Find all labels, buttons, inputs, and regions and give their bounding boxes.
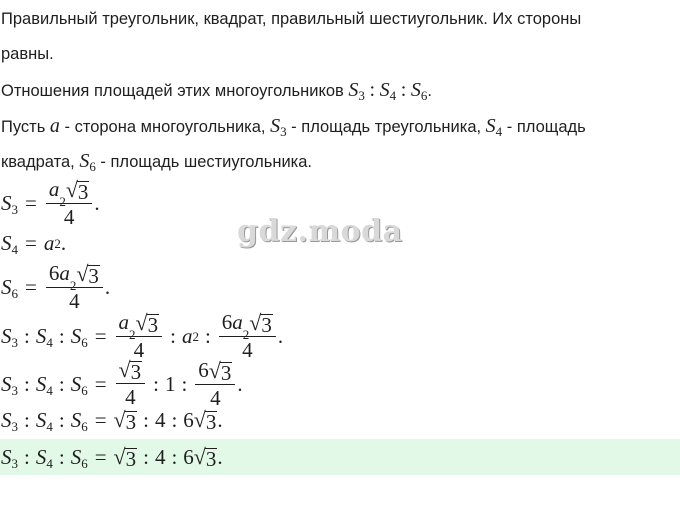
equation-s4: $S_4$ = a 2 . [1, 231, 67, 257]
statement-line-1: Правильный треугольник, квадрат, правильный шестиугольник. Их стороны [1, 10, 582, 28]
equation-ratio-step-3: $S_3$ : $S_4$ : $S_6$ = √ 3 : 4 : 6 √ 3 . [1, 407, 223, 434]
statement-line-2: равны. [1, 45, 54, 63]
equation-answer: $S_3$ : $S_4$ : $S_6$ = √ 3 : 4 : 6 √ 3 . [1, 444, 223, 471]
watermark-logo: gdz.moda [237, 214, 403, 249]
equation-ratio-step-2: $S_3$ : $S_4$ : $S_6$ = √ 3 4 : 1 : 6 √ 3 4 . [1, 357, 243, 410]
equation-s3: $S_3$ = a 2 √ 3 4 . [1, 177, 100, 229]
notation-line-2: квадрата, $S_6$ - площадь шестиугольника. [1, 150, 313, 174]
notation-line-1: Пусть a - сторона многоугольника, $S_3$ - площадь треугольника, $S_4$ - площадь [1, 115, 586, 139]
equation-ratio-step-1: $S_3$ : $S_4$ : $S_6$ = a 2 √ 3 4 : a 2 : 6 a 2 √ 3 4 . [1, 310, 284, 362]
ratio-statement: Отношения площадей этих многоугольников $S_3$ : $S_4$ : $S_6$. [1, 79, 432, 103]
equation-s6: $S_6$ = 6 a 2 √ 3 4 . [1, 261, 111, 313]
